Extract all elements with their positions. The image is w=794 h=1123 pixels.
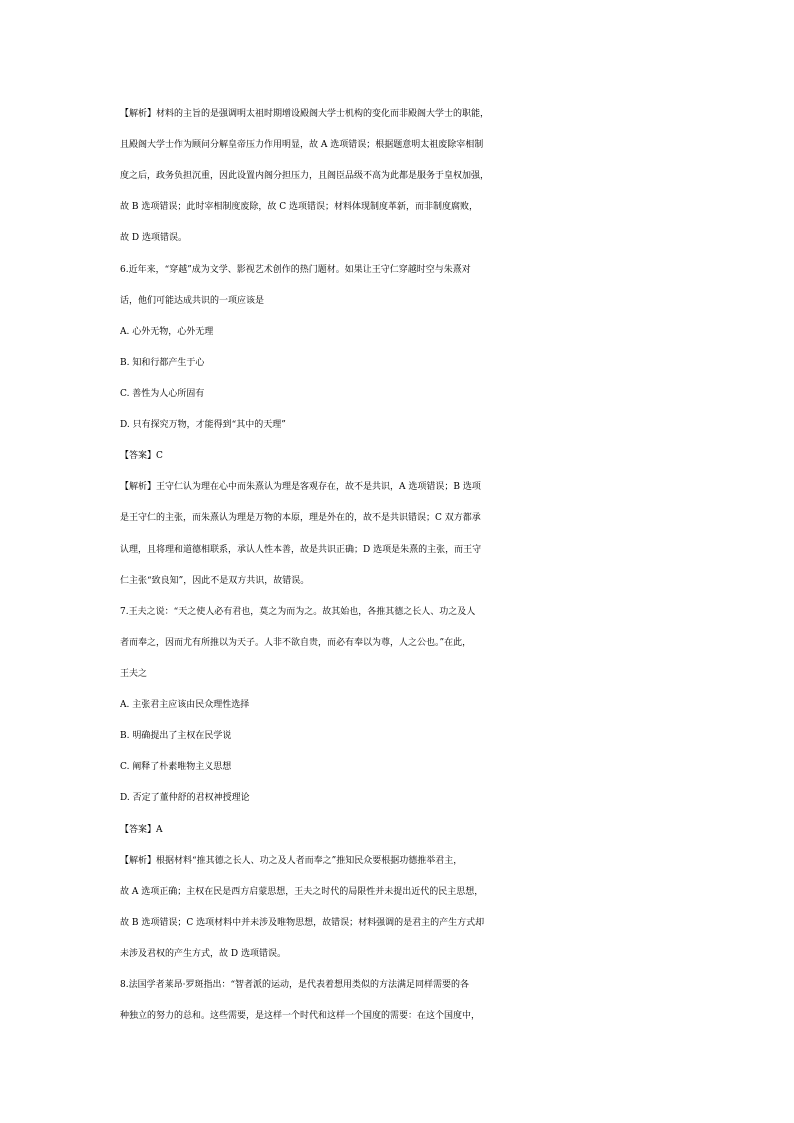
question-6-stem: 话，他们可能达成共识的一项应该是 bbox=[120, 296, 265, 306]
question-7-answer: 【答案】A bbox=[120, 825, 163, 835]
question-7-analysis: 故 B 选项错误；C 选项材料中并未涉及唯物思想，故错误；材料强调的是君主的产生方式却 bbox=[120, 918, 485, 928]
question-7-analysis: 未涉及君权的产生方式，故 D 选项错误。 bbox=[120, 949, 286, 959]
text-line: 【解析】材料的主旨的是强调明太祖时期增设殿阁大学士机构的变化而非殿阁大学士的职能， bbox=[120, 109, 490, 119]
question-7-analysis: 故 A 选项正确；主权在民是西方启蒙思想，王夫之时代的局限性并未提出近代的民主思想， bbox=[120, 887, 484, 897]
question-7-option-c: C. 阐释了朴素唯物主义思想 bbox=[120, 762, 232, 772]
text-line: 且殿阁大学士作为顾问分解皇帝压力作用明显，故 A 选项错误；根据题意明太祖废除宰相制 bbox=[120, 140, 484, 150]
question-7-stem: 7.王夫之说：“天之使人必有君也，莫之为而为之。故其始也，各推其德之长人、功之及人 bbox=[120, 607, 476, 617]
question-7-stem: 者而奉之，因而尤有所推以为天子。人非不欲自贵，而必有奉以为尊，人之公也。”在此， bbox=[120, 638, 472, 648]
question-7-option-b: B. 明确提出了主权在民学说 bbox=[120, 731, 232, 741]
question-6-option-d: D. 只有探究万物，才能得到“其中的天理” bbox=[120, 420, 286, 430]
question-6-stem: 6.近年来，“穿越”成为文学、影视艺术创作的热门题材。如果让王守仁穿越时空与朱熹对 bbox=[120, 265, 471, 275]
text-line: 度之后，政务负担沉重，因此设置内阁分担压力，且阁臣品级不高为此都是服务于皇权加强， bbox=[120, 171, 490, 181]
question-6-analysis: 认理，且将理和道德相联系，承认人性本善，故是共识正确；D 选项是朱熹的主张，而王守 bbox=[120, 545, 482, 555]
question-6-answer: 【答案】C bbox=[120, 451, 163, 461]
question-6-analysis: 仁主张“致良知”，因此不是双方共识，故错误。 bbox=[120, 576, 310, 586]
question-8-stem: 8.法国学者莱昂·罗斑指出：“智者派的运动，是代表着想用类似的方法满足同样需要的各 bbox=[120, 980, 470, 990]
question-7-option-d: D. 否定了董仲舒的君权神授理论 bbox=[120, 793, 250, 803]
question-6-option-c: C. 善性为人心所固有 bbox=[120, 389, 205, 399]
question-6-analysis: 是王守仁的主张，而朱熹认为理是万物的本原，理是外在的，故不是共识错误；C 双方都承 bbox=[120, 513, 481, 523]
text-line: 故 B 选项错误；此时宰相制度废除，故 C 选项错误；材料体现制度革新，而非制度腐败， bbox=[120, 202, 478, 212]
question-6-analysis: 【解析】王守仁认为理在心中而朱熹认为理是客观存在，故不是共识，A 选项错误；B 选项 bbox=[120, 482, 481, 492]
question-7-stem: 王夫之 bbox=[120, 669, 148, 679]
question-8-stem: 种独立的努力的总和。这些需要，是这样一个时代和这样一个国度的需要：在这个国度中， bbox=[120, 1011, 481, 1021]
text-line: 故 D 选项错误。 bbox=[120, 233, 187, 243]
question-6-option-b: B. 知和行都产生于心 bbox=[120, 358, 205, 368]
question-6-option-a: A. 心外无物，心外无理 bbox=[120, 327, 214, 337]
question-7-option-a: A. 主张君主应该由民众理性选择 bbox=[120, 700, 250, 710]
question-7-analysis: 【解析】根据材料“推其德之长人、功之及人者而奉之”推知民众要根据功德推举君主， bbox=[120, 856, 463, 866]
